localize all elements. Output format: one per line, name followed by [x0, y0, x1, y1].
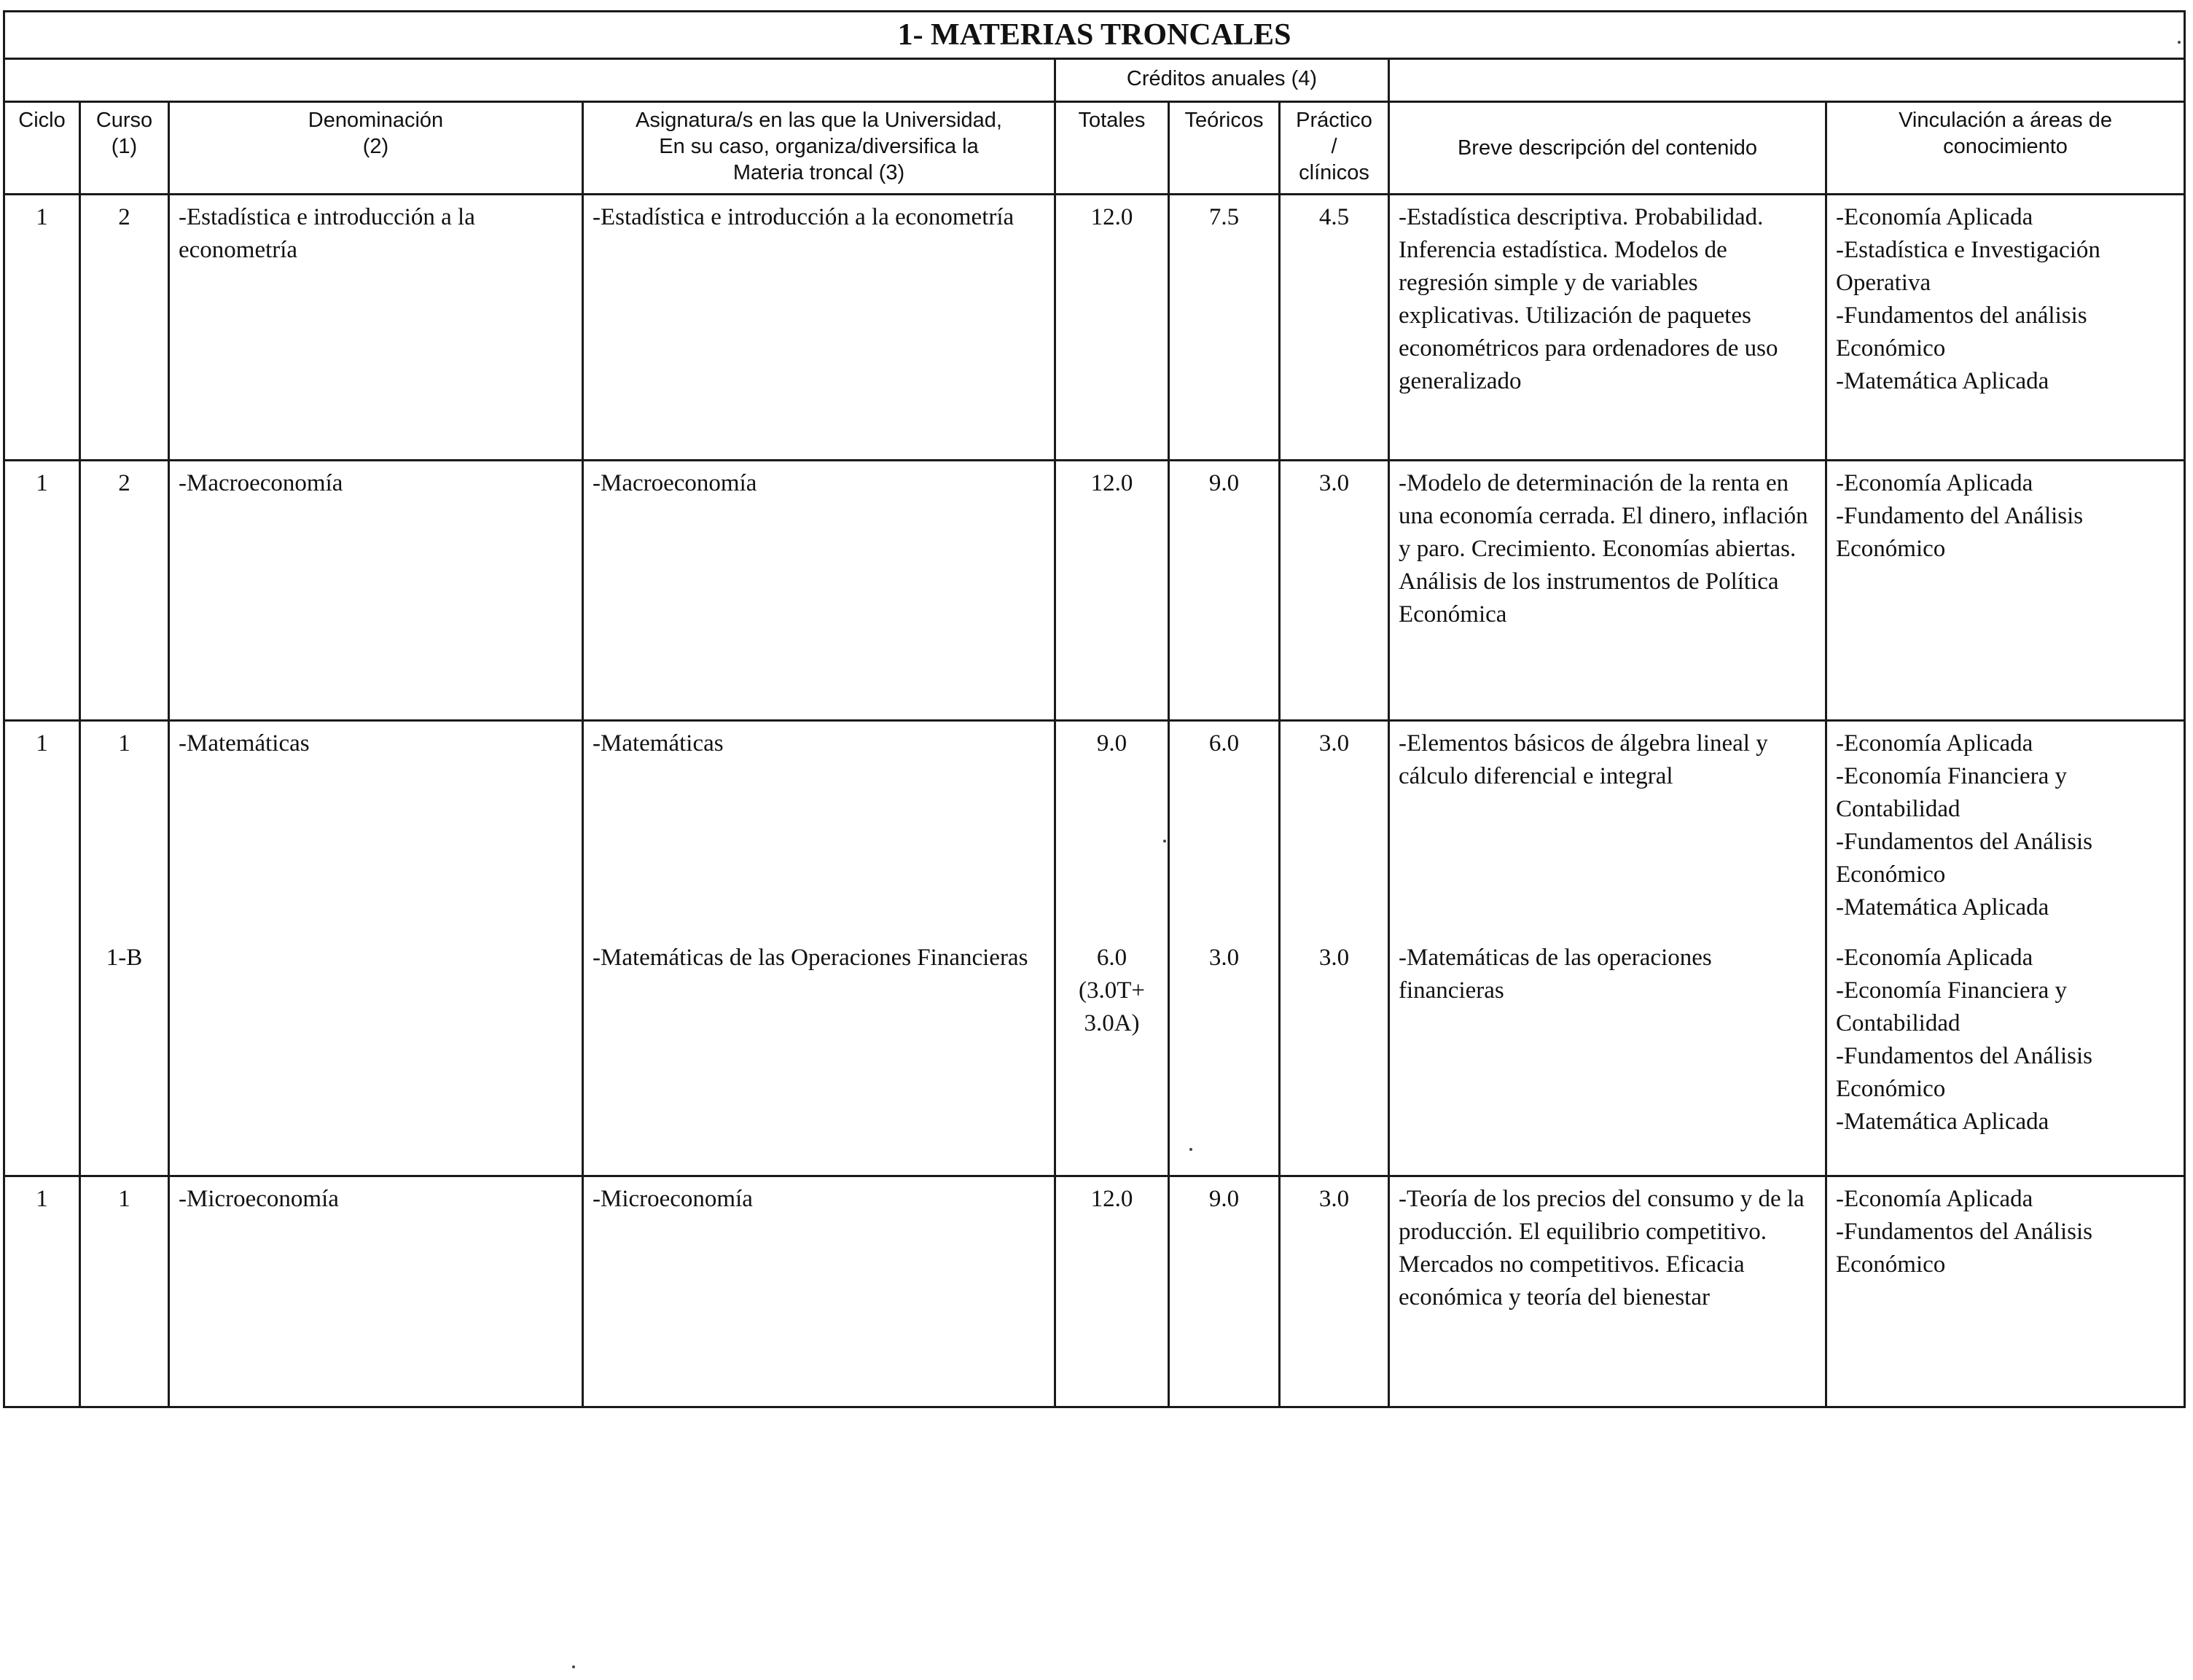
- table-row: [4, 461, 2185, 721]
- cell-asignatura: -Microeconomía: [583, 1176, 1055, 1407]
- header-asignatura: [583, 102, 1055, 195]
- cell-descripcion: -Matemáticas de las operaciones financieras: [1389, 936, 1826, 1176]
- cell-ciclo: 1: [4, 461, 80, 721]
- cell-vinculacion: [1826, 1176, 2185, 1407]
- header-curso-line: Curso: [95, 109, 153, 132]
- cell-vinculacion: [1826, 461, 2185, 721]
- vinculacion-item: -Fundamentos del análisis Económico: [1836, 302, 2087, 362]
- cell-descripcion: -Elementos básicos de álgebra lineal y cálculo diferencial e integral: [1389, 721, 1826, 937]
- cell-descripcion: -Estadística descriptiva. Probabilidad. Inferencia estadística. Modelos de regresión simple y de variables explicativas. Utilización de paquetes econométricos para ordenadores de uso generalizado: [1389, 195, 1826, 461]
- vinculacion-item: -Estadística e Investigación Operativa: [1836, 237, 2100, 296]
- vinculacion-item: -Economía Financiera y Contabilidad: [1836, 977, 2068, 1036]
- cell-practicos: 3.0: [1280, 936, 1389, 1176]
- header-denominacion: [169, 102, 583, 195]
- totales-line: (3.0T+: [1078, 977, 1145, 1004]
- creditos-row: [4, 59, 2185, 102]
- vinculacion-item: -Economía Aplicada: [1836, 470, 2033, 496]
- header-vinculacion-line: conocimiento: [1943, 135, 2068, 158]
- title-row: [4, 12, 2185, 59]
- cell-teoricos: 7.5: [1169, 195, 1280, 461]
- vinculacion-item: -Fundamentos del Análisis Económico: [1836, 1219, 2092, 1278]
- scan-speck: [2178, 41, 2181, 44]
- header-practico-line: clínicos: [1299, 161, 1369, 184]
- cell-teoricos: 3.0: [1169, 936, 1280, 1176]
- cell-asignatura: -Matemáticas de las Operaciones Financieras: [583, 936, 1055, 1176]
- cell-vinculacion: [1826, 721, 2185, 937]
- vinculacion-item: -Economía Aplicada: [1836, 1186, 2033, 1212]
- creditos-spacer-right: [1389, 59, 2185, 102]
- vinculacion-item: -Matemática Aplicada: [1836, 1109, 2049, 1135]
- header-ciclo: Ciclo: [4, 102, 80, 195]
- header-totales: Totales: [1055, 102, 1169, 195]
- column-header-row: [4, 102, 2185, 195]
- header-denominacion-line: Denominación: [308, 109, 444, 132]
- table-row: [4, 936, 2185, 1176]
- header-denominacion-line: (2): [362, 135, 389, 158]
- cell-descripcion: -Modelo de determinación de la renta en una economía cerrada. El dinero, inflación y paro. Crecimiento. Economías abiertas. Análisis de los instrumentos de Política Económica: [1389, 461, 1826, 721]
- vinculacion-item: -Economía Financiera y Contabilidad: [1836, 763, 2068, 822]
- header-curso-line: (1): [111, 135, 138, 158]
- cell-practicos: 3.0: [1280, 721, 1389, 937]
- vinculacion-item: -Fundamentos del Análisis Económico: [1836, 1043, 2092, 1102]
- table-row: [4, 195, 2185, 461]
- cell-denominacion: -Matemáticas: [169, 721, 583, 937]
- cell-totales: [1055, 936, 1169, 1176]
- cell-teoricos: 9.0: [1169, 1176, 1280, 1407]
- header-asignatura-line: Asignatura/s en las que la Universidad,: [636, 109, 1002, 132]
- cell-vinculacion: [1826, 195, 2185, 461]
- header-vinculacion-line: Vinculación a áreas de: [1899, 109, 2112, 132]
- vinculacion-item: -Matemática Aplicada: [1836, 368, 2049, 394]
- cell-curso: 2: [80, 461, 169, 721]
- table-row: [4, 1176, 2185, 1407]
- scan-speck: [1163, 840, 1166, 843]
- header-practico-line: Práctico: [1296, 109, 1372, 132]
- vinculacion-item: -Matemática Aplicada: [1836, 894, 2049, 921]
- vinculacion-item: -Fundamento del Análisis Económico: [1836, 503, 2084, 562]
- cell-curso: 1-B: [80, 936, 169, 1176]
- cell-ciclo: [4, 936, 80, 1176]
- cell-denominacion: -Microeconomía: [169, 1176, 583, 1407]
- header-asignatura-line: Materia troncal (3): [732, 161, 905, 184]
- materias-troncales-table: [3, 10, 2186, 1408]
- cell-totales: 12.0: [1055, 195, 1169, 461]
- scan-speck: [572, 1665, 575, 1668]
- cell-asignatura: -Matemáticas: [583, 721, 1055, 937]
- cell-totales: 9.0: [1055, 721, 1169, 937]
- vinculacion-item: -Economía Aplicada: [1836, 204, 2033, 230]
- vinculacion-item: -Economía Aplicada: [1836, 730, 2033, 757]
- creditos-spacer-left: [4, 59, 1055, 102]
- header-vinculacion: [1826, 102, 2185, 195]
- cell-ciclo: 1: [4, 195, 80, 461]
- header-descripcion: Breve descripción del contenido: [1389, 102, 1826, 195]
- cell-denominacion: -Estadística e introducción a la econometría: [169, 195, 583, 461]
- header-practico-line: /: [1331, 135, 1337, 158]
- cell-asignatura: -Macroeconomía: [583, 461, 1055, 721]
- table-row: [4, 721, 2185, 937]
- cell-practicos: 3.0: [1280, 461, 1389, 721]
- cell-totales: 12.0: [1055, 461, 1169, 721]
- cell-curso: 1: [80, 721, 169, 937]
- header-asignatura-line: En su caso, organiza/diversifica la: [659, 135, 979, 158]
- header-practico: [1280, 102, 1389, 195]
- cell-denominacion: [169, 936, 583, 1176]
- cell-vinculacion: [1826, 936, 2185, 1176]
- vinculacion-item: -Economía Aplicada: [1836, 945, 2033, 971]
- creditos-header: Créditos anuales (4): [1055, 59, 1389, 102]
- header-teoricos: Teóricos: [1169, 102, 1280, 195]
- totales-line: 6.0: [1096, 945, 1127, 971]
- totales-line: 3.0A): [1084, 1010, 1140, 1036]
- cell-teoricos: 9.0: [1169, 461, 1280, 721]
- table-title: 1- MATERIAS TRONCALES: [4, 12, 2185, 59]
- cell-curso: 1: [80, 1176, 169, 1407]
- cell-practicos: 3.0: [1280, 1176, 1389, 1407]
- header-curso: [80, 102, 169, 195]
- cell-ciclo: 1: [4, 721, 80, 937]
- cell-descripcion: -Teoría de los precios del consumo y de la producción. El equilibrio competitivo. Mercados no competitivos. Eficacia económica y teoría del bienestar: [1389, 1176, 1826, 1407]
- cell-practicos: 4.5: [1280, 195, 1389, 461]
- cell-denominacion: -Macroeconomía: [169, 461, 583, 721]
- cell-teoricos: 6.0: [1169, 721, 1280, 937]
- cell-asignatura: -Estadística e introducción a la econometría: [583, 195, 1055, 461]
- scan-speck: [1189, 1148, 1192, 1151]
- cell-totales: 12.0: [1055, 1176, 1169, 1407]
- cell-ciclo: 1: [4, 1176, 80, 1407]
- cell-curso: 2: [80, 195, 169, 461]
- vinculacion-item: -Fundamentos del Análisis Económico: [1836, 829, 2092, 888]
